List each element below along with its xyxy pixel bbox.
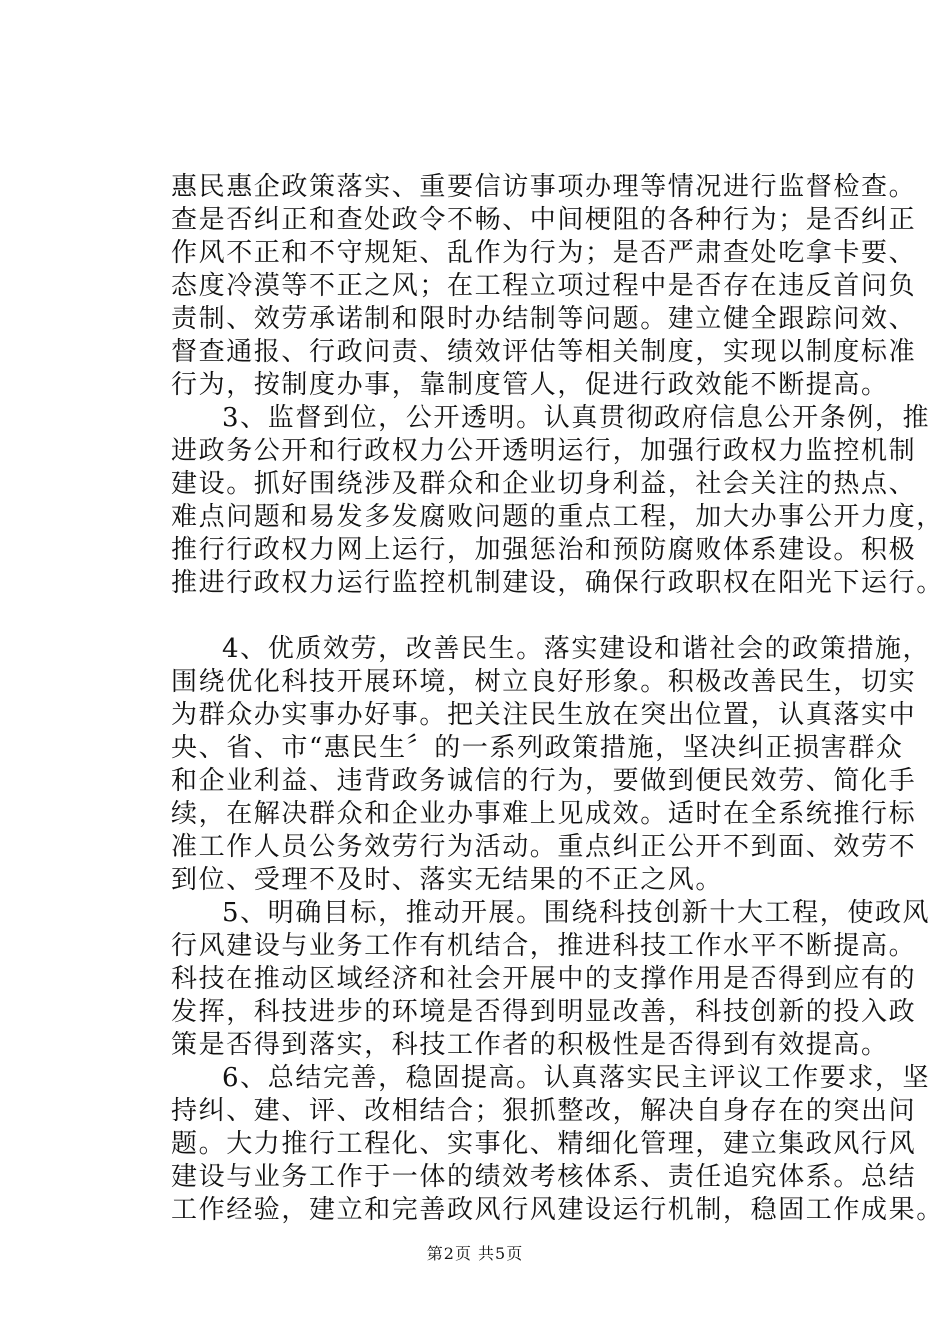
section-6-first-line: 6、总结完善，稳固提高。认真落实民主评议工作要求，坚 xyxy=(222,1063,931,1093)
text-line: 查是否纠正和查处政令不畅、中间梗阻的各种行为；是否纠正 xyxy=(171,205,917,235)
text-line: 科技在推动区域经济和社会开展中的支撑作用是否得到应有的 xyxy=(171,964,917,994)
text-line: 到位、受理不及时、落实无结果的不正之风。 xyxy=(171,865,724,895)
text-line: 建设与业务工作于一体的绩效考核体系、责任追究体系。总结 xyxy=(171,1162,917,1192)
text-line: 惠民惠企政策落实、重要信访事项办理等情况进行监督检查。 xyxy=(171,172,917,202)
text-line: 责制、效劳承诺制和限时办结制等问题。建立健全跟踪问效、 xyxy=(171,304,917,334)
text-line: 围绕优化科技开展环境，树立良好形象。积极改善民生，切实 xyxy=(171,667,917,697)
page-number-footer: 第2页 共5页 xyxy=(426,1244,524,1263)
text-line: 督查通报、行政问责、绩效评估等相关制度，实现以制度标准 xyxy=(171,337,917,367)
text-line: 推行行政权力网上运行，加强惩治和预防腐败体系建设。积极 xyxy=(171,535,917,565)
text-line: 发挥，科技进步的环境是否得到明显改善，科技创新的投入政 xyxy=(171,997,917,1027)
text-line: 和企业利益、违背政务诚信的行为，要做到便民效劳、简化手 xyxy=(171,766,917,796)
text-line: 准工作人员公务效劳行为活动。重点纠正公开不到面、效劳不 xyxy=(171,832,917,862)
text-line: 态度冷漠等不正之风；在工程立项过程中是否存在违反首问负 xyxy=(171,271,917,301)
text-line: 为群众办实事办好事。把关注民生放在突出位置，认真落实中 xyxy=(171,700,917,730)
section-5-first-line: 5、明确目标，推动开展。围绕科技创新十大工程，使政风 xyxy=(222,898,931,928)
section-3-first-line: 3、监督到位，公开透明。认真贯彻政府信息公开条例，推 xyxy=(222,403,931,433)
text-line: 作风不正和不守规矩、乱作为行为；是否严肃查处吃拿卡要、 xyxy=(171,238,917,268)
text-line: 工作经验，建立和完善政风行风建设运行机制，稳固工作成果。 xyxy=(171,1195,944,1225)
text-line: 行为，按制度办事，靠制度管人，促进行政效能不断提高。 xyxy=(171,370,889,400)
text-line: 持纠、建、评、改相结合；狠抓整改，解决自身存在的突出问 xyxy=(171,1096,917,1126)
text-line: 题。大力推行工程化、实事化、精细化管理，建立集政风行风 xyxy=(171,1129,917,1159)
text-line: 央、省、市“惠民生〞的一系列政策措施，坚决纠正损害群众 xyxy=(171,733,904,763)
text-line: 进政务公开和行政权力公开透明运行，加强行政权力监控机制 xyxy=(171,436,917,466)
text-line: 建设。抓好围绕涉及群众和企业切身利益，社会关注的热点、 xyxy=(171,469,917,499)
text-line: 难点问题和易发多发腐败问题的重点工程，加大办事公开力度， xyxy=(171,502,944,532)
text-line: 续，在解决群众和企业办事难上见成效。适时在全系统推行标 xyxy=(171,799,917,829)
text-line: 行风建设与业务工作有机结合，推进科技工作水平不断提高。 xyxy=(171,931,917,961)
section-4-first-line: 4、优质效劳，改善民生。落实建设和谐社会的政策措施， xyxy=(222,634,931,664)
text-line: 策是否得到落实，科技工作者的积极性是否得到有效提高。 xyxy=(171,1030,889,1060)
text-line: 推进行政权力运行监控机制建设，确保行政职权在阳光下运行。 xyxy=(171,568,944,598)
